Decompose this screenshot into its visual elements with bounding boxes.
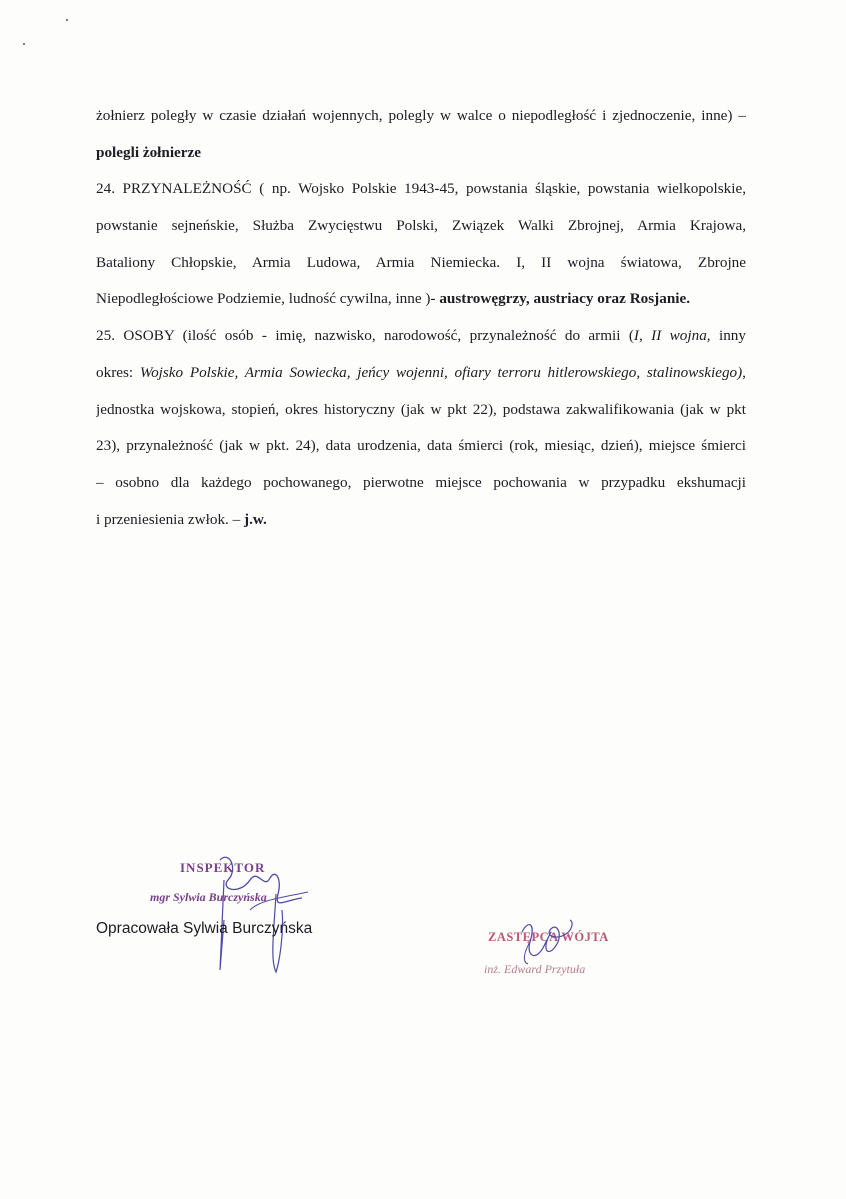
text-line: [96, 245, 746, 282]
line-text: jednostka wojskowa, stopień, okres historyczny (jak w pkt 22), podstawa zakwalifikowania (jak w pkt: [96, 400, 746, 418]
stamp-name: inż. Edward Przytuła: [484, 962, 586, 976]
line-text: i przeniesienia zwłok. –: [96, 510, 245, 528]
body-text: [96, 98, 746, 538]
text-line: [96, 171, 746, 208]
bold-answer: j.w.: [244, 510, 267, 528]
line-text: – osobno dla każdego pochowanego, pierwotne miejsce pochowania w przypadku ekshumacji: [96, 473, 746, 491]
line-text: Niepodległościowe Podziemie, ludność cywilna, inne )-: [96, 290, 440, 308]
text-line: polegli żołnierze: [96, 143, 202, 161]
line-text: 23), przynależność (jak w pkt. 24), data urodzenia, data śmierci (rok, miesiąc, dzień), miejsce śmierci: [96, 437, 746, 455]
text-line: [96, 355, 746, 392]
text-line: [96, 318, 746, 355]
line-text: powstanie sejneńskie, Służba Zwycięstwu Polski, Związek Walki Zbrojnej, Armia Krajowa,: [96, 217, 746, 235]
line-text: okres:: [96, 363, 140, 381]
text-line: [96, 281, 746, 318]
stamp-name: mgr Sylwia Burczyńska: [150, 890, 267, 904]
line-text: 25. OSOBY (ilość osób - imię, nazwisko, narodowość, przynależność do armii (: [96, 327, 634, 345]
bold-answer: austrowęgrzy, austriacy oraz Rosjanie.: [439, 290, 691, 308]
signature-wojt: [500, 912, 590, 972]
text-line: [96, 98, 746, 135]
text-line: [96, 392, 746, 429]
stamp-title: ZASTĘPCA WÓJTA: [488, 930, 609, 944]
line-text: żołnierz poległy w czasie działań wojennych, polegly w walce o niepodległość i zjednoczenie, inne) –: [96, 107, 746, 124]
text-line: [96, 465, 746, 502]
line-text: Bataliony Chłopskie, Armia Ludowa, Armia Niemiecka. I, II wojna światowa, Zbrojne: [96, 253, 746, 271]
text-line: [96, 502, 746, 539]
line-text: inny: [710, 327, 746, 345]
scan-speck: [66, 19, 68, 21]
prepared-by: Opracowała Sylwia Burczyńska: [96, 920, 313, 937]
text-line: [96, 208, 746, 245]
text-line: [96, 428, 746, 465]
italic-text: I, II wojna,: [633, 327, 711, 345]
italic-text: Wojsko Polskie, Armia Sowiecka, jeńcy wojenni, ofiary terroru hitlerowskiego, stalinowskiego),: [139, 363, 746, 381]
scan-speck: [23, 43, 25, 45]
line-text: 24. PRZYNALEŻNOŚĆ ( np. Wojsko Polskie 1943-45, powstania śląskie, powstania wielkopolskie,: [96, 180, 746, 198]
signature-inspektor: [190, 850, 320, 980]
stamp-title: INSPEKTOR: [180, 860, 266, 875]
